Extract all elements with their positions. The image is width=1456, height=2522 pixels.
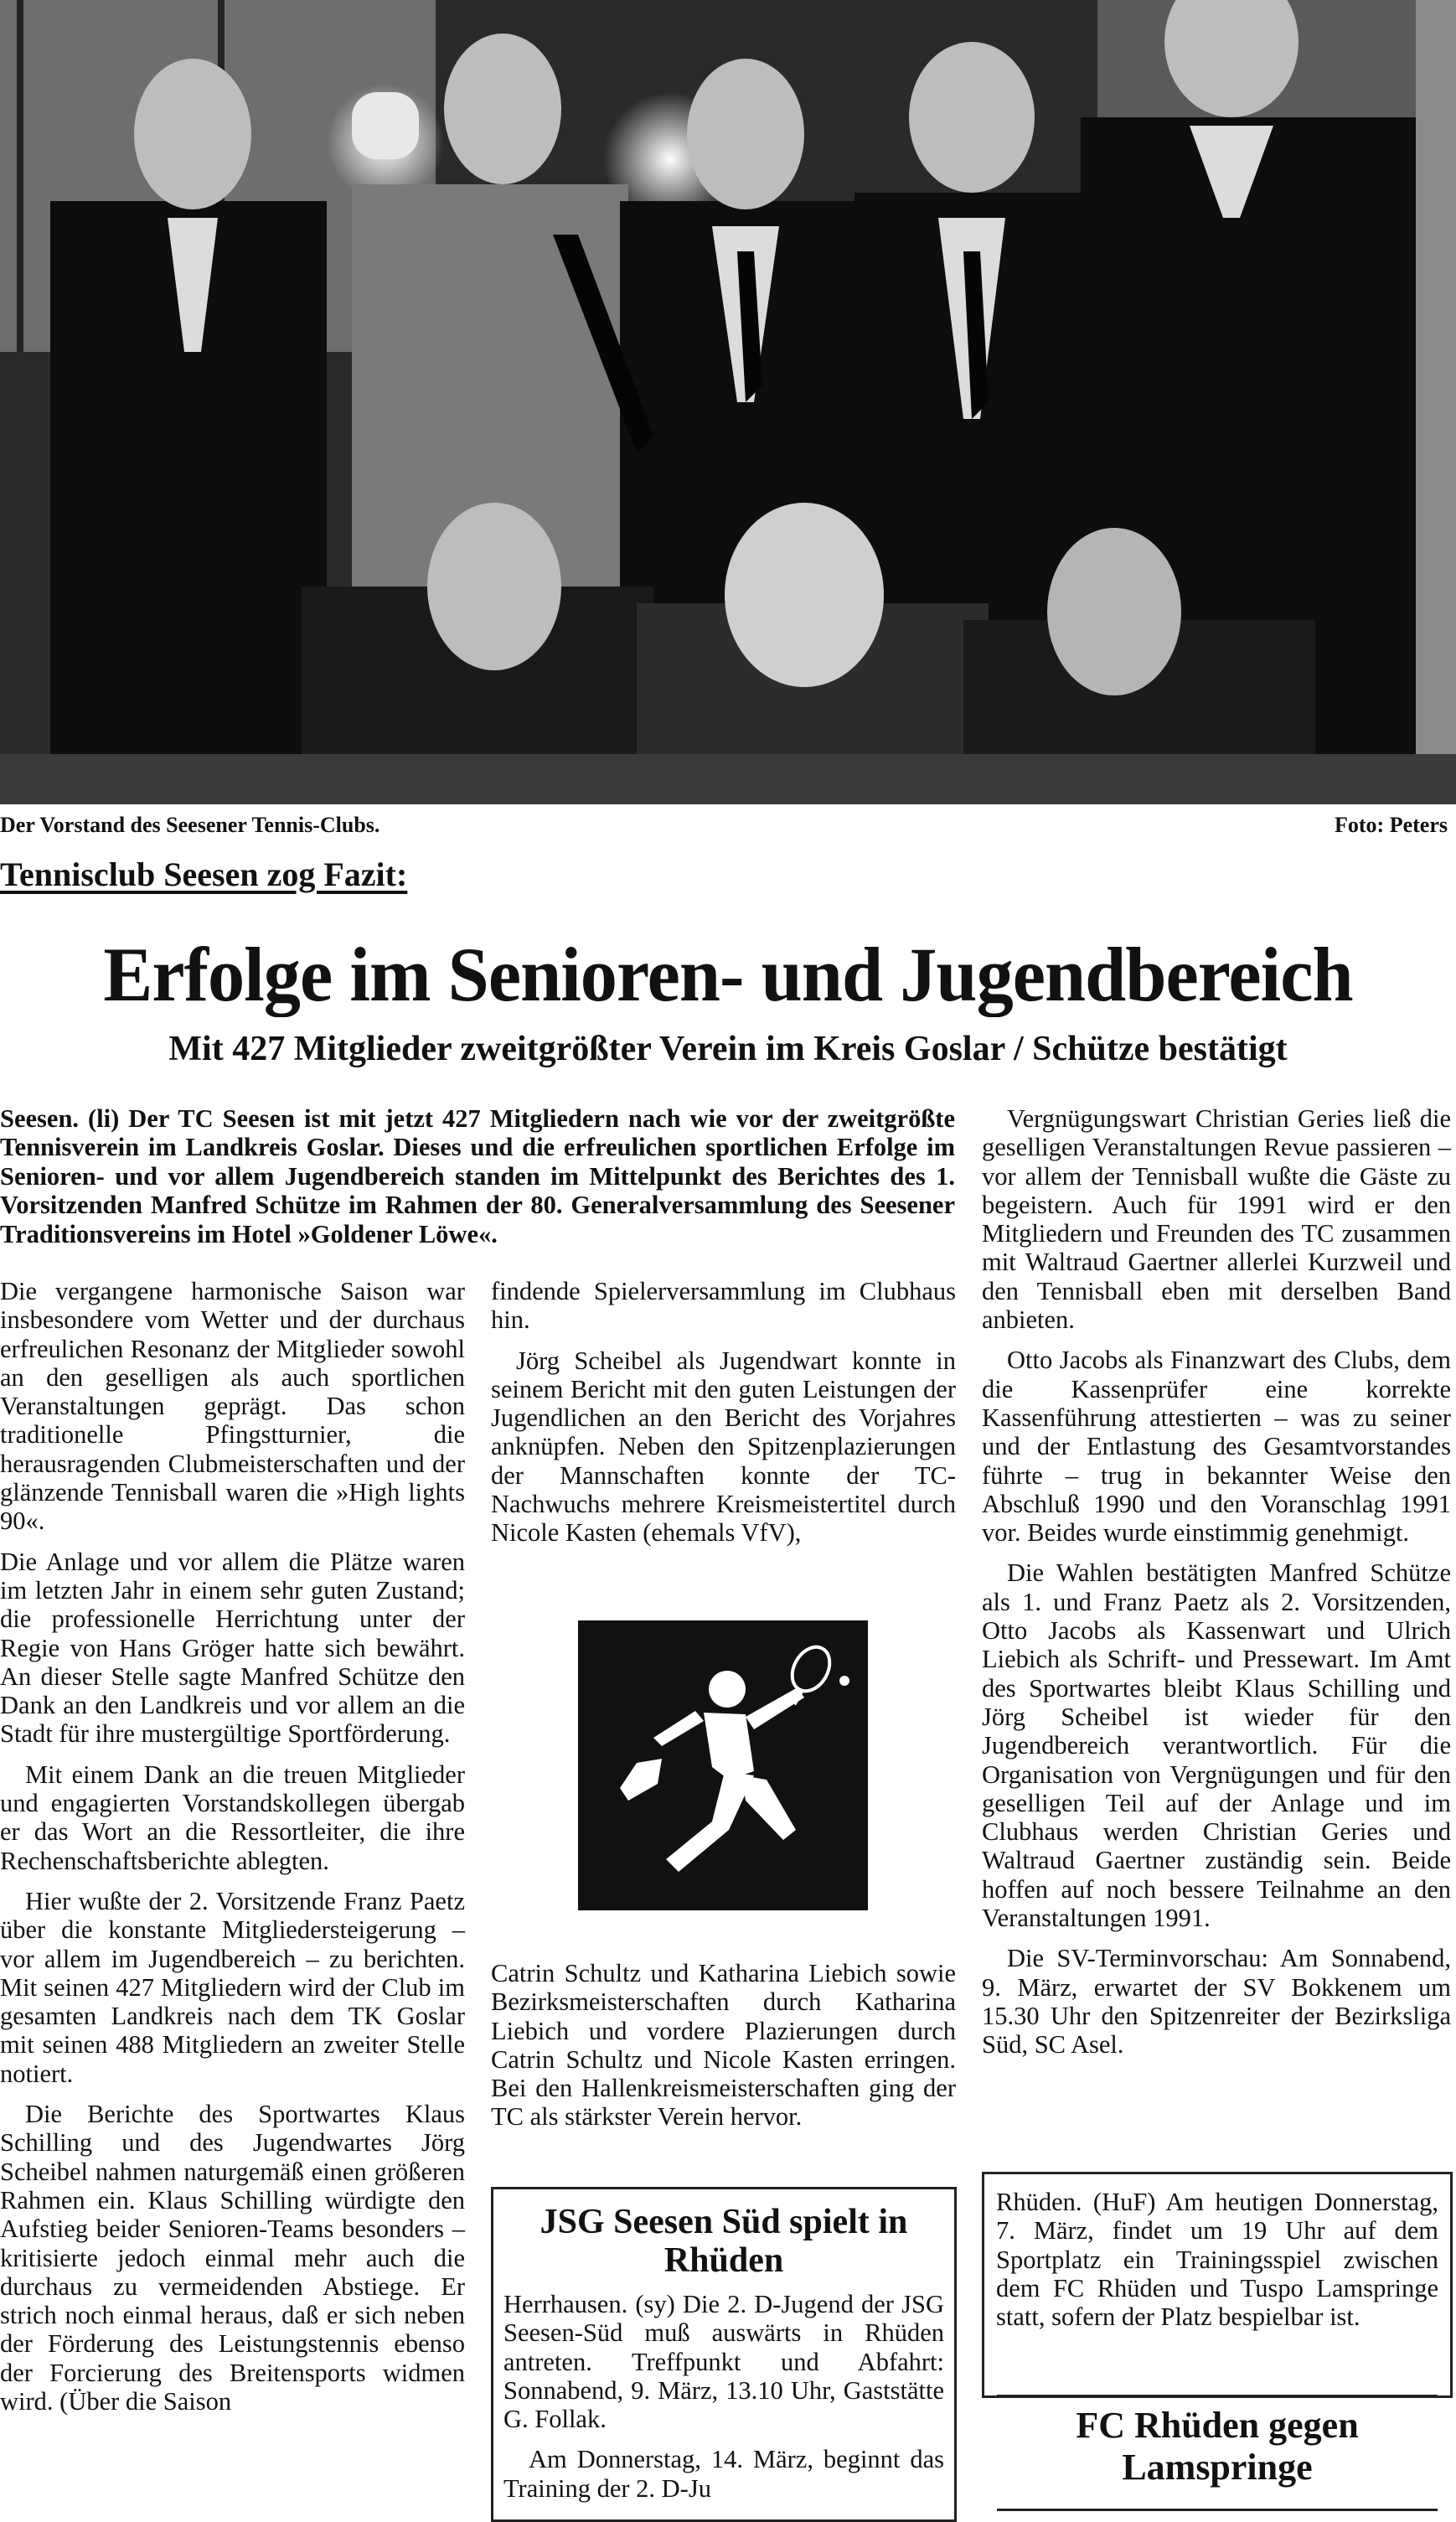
article-kicker: Tennisclub Seesen zog Fazit: <box>0 855 408 893</box>
divider <box>997 2395 1438 2397</box>
tennis-player-icon <box>578 1620 868 1910</box>
col1-paragraph: Die Anlage und vor allem die Plätze waren im letzten Jahr in einem sehr guten Zustand; die professionelle Herrichtung unter der Regie von Hans Gröger hatte sich bewährt. An dieser Stelle sagte Manfred Schütze den Dank an den Landkreis und vor allem an die Stadt für ihre mustergültige Sportförderung. <box>0 1547 465 1749</box>
col1-paragraph: Die Berichte des Sportwartes Klaus Schilling und des Jugendwartes Jörg Scheibel nahmen naturgemäß einen größeren Rahmen ein. Klaus Schilling würdigte den Aufstieg beider Senioren-Teams besonders – kritisierte jedoch einmal mehr auch die durchaus zu vermeidenden Abstiege. Er strich noch einmal heraus, daß er sich neben der Förderung des Leistungstennis ebenso der Forcierung des Breitensports widmen wird. (Über die Saison <box>0 2100 465 2416</box>
col1-paragraph: Mit einem Dank an die treuen Mitglieder und engagierten Vorstandskollegen übergab er das Wort an die Ressortleiter, die ihre Rechenschaftsberichte ablegten. <box>0 1760 465 1875</box>
col3-paragraph: Die Wahlen bestätigten Manfred Schütze als 1. und Franz Paetz als 2. Vorsitzenden, Otto Jacobs als Kassenwart und Ulrich Liebich als Schrift- und Pressewart. Im Amt des Sportwartes bleibt Klaus Schilling und Jörg Scheibel ist wieder für den Jugendbereich verantwortlich. Für die Organisation von Vergnügungen und für den geselligen Teil auf der Anlage und im Clubhaus werden Christian Geries und Waltraud Gaertner zuständig sein. Beide hoffen auf noch bessere Teilnahme an den Veranstaltungen 1991. <box>982 1558 1451 1933</box>
rhueden-box-paragraph: Rhüden. (HuF) Am heutigen Donnerstag, 7. März, findet um 19 Uhr auf dem Sportplatz ein Trainingsspiel zwischen dem FC Rhüden und Tuspo Lamspringe statt, sofern der Platz bespielbar ist. <box>996 2188 1438 2332</box>
col2-paragraph: Catrin Schultz und Katharina Liebich sowie Bezirksmeisterschaften durch Katharina Liebich und vordere Plazierungen durch Catrin Schultz und Nicole Kasten erringen. Bei den Hallenkreismeisterschaften ging der TC als stärkster Verein hervor. <box>491 1959 956 2132</box>
board-photo <box>0 0 1456 804</box>
article-column-2-top <box>491 1277 956 1548</box>
jsg-box-title: JSG Seesen Süd spielt in Rhüden <box>540 2203 908 2280</box>
col2-paragraph: Jörg Scheibel als Jugendwart konnte in seinem Bericht mit den guten Leistungen der Jugendlichen an den Bericht des Vorjahres anknüpfen. Neben den Spitzenplazierungen der Mannschaften konnte der TC-Nachwuchs mehrere Kreismeistertitel durch Nicole Kasten (ehemals VfV), <box>491 1346 956 1548</box>
jsg-box-paragraph: Am Donnerstag, 14. März, beginnt das Training der 2. D-Ju <box>503 2445 944 2503</box>
col1-paragraph: Die vergangene harmonische Saison war insbesondere vom Wetter und der durchaus erfreulichen Resonanz der Mitglieder sowohl an den geselligen als auch sportlichen Veranstaltungen geprägt. Das schon traditionelle Pfingstturnier, die herausragenden Clubmeisterschaften und der glänzende Tennisball waren die »High lights 90«. <box>0 1277 465 1536</box>
article-column-3 <box>982 1104 1451 2059</box>
tennis-pictogram <box>578 1620 868 1910</box>
article-headline: Erfolge im Senioren- und Jugendbereich <box>103 932 1353 1017</box>
article-column-1 <box>0 1277 465 2416</box>
col2-paragraph: findende Spielerversammlung im Clubhaus hin. <box>491 1277 956 1335</box>
col3-paragraph: Die SV-Terminvorschau: Am Sonnabend, 9. März, erwartet der SV Bokkenem um 15.30 Uhr den Spitzenreiter der Bezirksliga Süd, SC Asel. <box>982 1944 1451 2059</box>
photo-illustration <box>0 0 1456 804</box>
photo-caption: Der Vorstand des Seesener Tennis-Clubs. <box>0 813 380 837</box>
photo-credit: Foto: Peters <box>1335 813 1448 837</box>
jsg-news-box <box>491 2187 957 2522</box>
col3-paragraph: Vergnügungswart Christian Geries ließ die geselligen Veranstaltungen Revue passieren – vor allem der Tennisball wußte die Gäste zu begeistern. Auch für 1991 wird er den Mitgliedern und Freunden des TC zusammen mit Waltraud Gaertner allerlei Kurzweil und den Tennisball eben mit derselben Band anbieten. <box>982 1104 1451 1335</box>
rhueden-news-box <box>982 2172 1453 2398</box>
article-column-2-bottom <box>491 1959 956 2132</box>
divider <box>997 2509 1438 2511</box>
article-subheadline: Mit 427 Mitglieder zweitgrößter Verein im Kreis Goslar / Schütze bestätigt <box>168 1030 1288 1068</box>
article-lead: Seesen. (li) Der TC Seesen ist mit jetzt 427 Mitgliedern nach wie vor der zweitgrößte Tennisverein im Landkreis Goslar. Dieses und die erfreulichen sportlichen Erfolge im Senioren- und vor allem Jugendbereich standen im Mittelpunkt des Berichtes des 1. Vorsitzenden Manfred Schütze im Rahmen der 80. Generalversammlung des Seesener Traditionsvereins im Hotel »Goldener Löwe«. <box>0 1104 955 1248</box>
fc-rhueden-headline: FC Rhüden gegen Lamspringe <box>1076 2405 1359 2488</box>
col3-paragraph: Otto Jacobs als Finanzwart des Clubs, dem die Kassenprüfer eine korrekte Kassenführung attestierten – was zu seiner und der Entlastung des Gesamtvorstandes führte – trug in bekannter Weise den Abschluß 1990 und den Voranschlag 1991 vor. Beides wurde einstimmig genehmigt. <box>982 1346 1451 1548</box>
col1-paragraph: Hier wußte der 2. Vorsitzende Franz Paetz über die konstante Mitgliedersteigerung – vor allem im Jugendbereich – zu berichten. Mit seinen 427 Mitgliedern wird der Club im gesamten Landkreis nach dem TK Goslar mit seinen 488 Mitgliedern an zweiter Stelle notiert. <box>0 1886 465 2088</box>
jsg-box-paragraph: Herrhausen. (sy) Die 2. D-Jugend der JSG Seesen-Süd muß auswärts in Rhüden antreten. Treffpunkt und Abfahrt: Sonnabend, 9. März, 13.10 Uhr, Gaststätte G. Follak. <box>503 2290 944 2434</box>
